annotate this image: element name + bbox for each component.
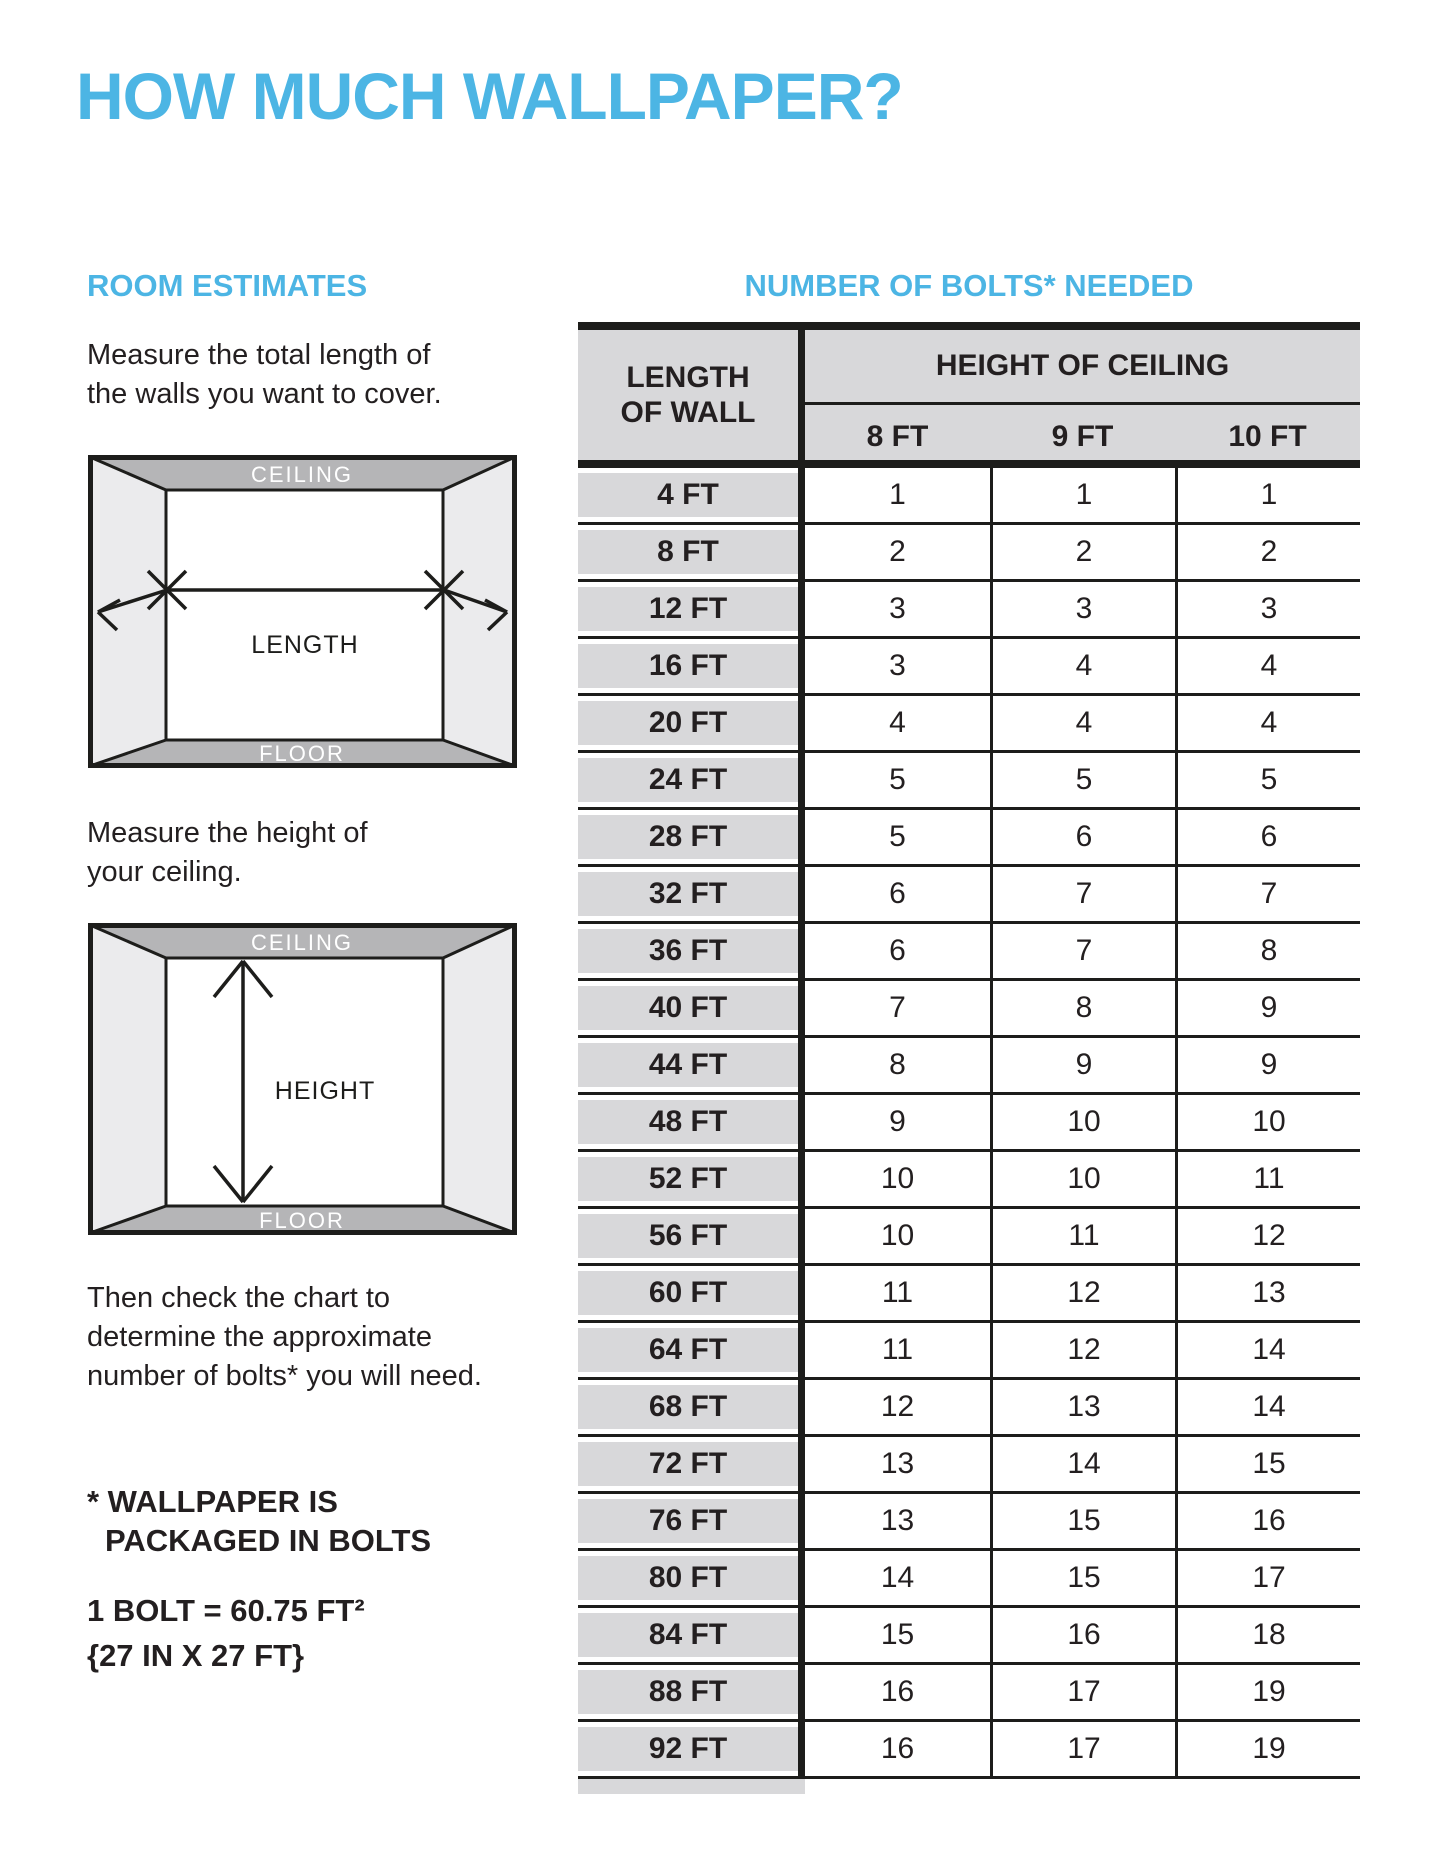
- bolt-spec: [87, 1588, 365, 1678]
- height-label: HEIGHT: [274, 1077, 376, 1105]
- bolts-10ft-cell: 3: [1175, 582, 1360, 636]
- bolts-9ft-cell: 5: [990, 753, 1175, 807]
- bolts-9ft-cell: 14: [990, 1437, 1175, 1491]
- back-wall: [166, 490, 443, 740]
- table-row: [578, 1095, 1360, 1152]
- bolt-spec-line: {27 IN X 27 FT}: [87, 1638, 305, 1673]
- bolts-8ft-cell: 1: [889, 478, 906, 511]
- room-length-diagram-svg: [88, 455, 517, 768]
- table-row: [578, 1437, 1360, 1494]
- footnote-line: * WALLPAPER IS: [87, 1484, 338, 1519]
- bolts-10ft-cell: 1: [1175, 468, 1360, 522]
- bolts-9ft-cell: 16: [990, 1608, 1175, 1662]
- bolts-9ft-cell: 10: [990, 1095, 1175, 1149]
- ceiling-label: CEILING: [250, 462, 354, 487]
- wall-length-cell: 32 FT: [578, 867, 805, 921]
- paragraph-line: Measure the total length of: [87, 339, 431, 371]
- bolts-9ft-cell: 6: [990, 810, 1175, 864]
- table-row: [578, 525, 1360, 582]
- bolts-10ft-cell: 6: [1175, 810, 1360, 864]
- bolts-10ft-cell: 8: [1175, 924, 1360, 978]
- room-height-diagram-svg: [88, 923, 517, 1235]
- bolts-9ft-cell: 4: [990, 696, 1175, 750]
- bolts-10ft-cell: 19: [1175, 1665, 1360, 1719]
- bolts-8ft-cell: 11: [881, 1276, 914, 1309]
- bolts-8ft-cell: 10: [880, 1162, 915, 1195]
- paragraph-line: number of bolts* you will need.: [87, 1360, 482, 1392]
- bolts-8ft-cell: 13: [880, 1447, 915, 1480]
- bolts-9ft-cell: 17: [990, 1665, 1175, 1719]
- bolts-8ft-cell: 6: [889, 934, 906, 967]
- table-row: [578, 1038, 1360, 1095]
- bolts-8ft-cell: 11: [881, 1333, 914, 1366]
- table-row: [578, 1722, 1360, 1779]
- bolts-9ft-cell: 4: [990, 639, 1175, 693]
- bolts-8ft-cell: 5: [889, 820, 906, 853]
- table-row: [578, 1665, 1360, 1722]
- wall-length-cell: 24 FT: [578, 753, 805, 807]
- wall-length-cell: 92 FT: [578, 1722, 805, 1776]
- bolts-9ft-cell: 17: [990, 1722, 1175, 1776]
- bolts-8ft-cell: 2: [889, 535, 906, 568]
- paragraph-line: the walls you want to cover.: [87, 378, 442, 410]
- table-row: [578, 582, 1360, 639]
- table-row: [578, 696, 1360, 753]
- floor-label: FLOOR: [259, 1208, 345, 1233]
- length-of-wall-header: [578, 330, 805, 460]
- table-row: [578, 981, 1360, 1038]
- table-row: [578, 1152, 1360, 1209]
- bolts-10ft-cell: 17: [1175, 1551, 1360, 1605]
- bolts-10ft-cell: 9: [1175, 981, 1360, 1035]
- bolts-9ft-cell: 7: [990, 924, 1175, 978]
- bolts-10ft-cell: 2: [1175, 525, 1360, 579]
- room-length-diagram: [88, 455, 517, 773]
- left-wall: [88, 923, 166, 1235]
- bolts-9ft-cell: 13: [990, 1380, 1175, 1434]
- wall-length-cell: 68 FT: [578, 1380, 805, 1434]
- bolts-10ft-cell: 12: [1175, 1209, 1360, 1263]
- wall-length-cell: 76 FT: [578, 1494, 805, 1548]
- wall-length-cell: 64 FT: [578, 1323, 805, 1377]
- bolts-10ft-cell: 4: [1175, 696, 1360, 750]
- table-row: [578, 753, 1360, 810]
- bolt-spec-line: 1 BOLT = 60.75 FT²: [87, 1593, 365, 1628]
- bolts-8ft-cell: 15: [880, 1618, 915, 1651]
- bolts-10ft-cell: 5: [1175, 753, 1360, 807]
- table-row: [578, 639, 1360, 696]
- bolts-10ft-cell: 18: [1175, 1608, 1360, 1662]
- paragraph-line: Then check the chart to: [87, 1282, 391, 1314]
- bolts-8ft-cell: 7: [889, 991, 906, 1024]
- height-of-ceiling-header: HEIGHT OF CEILING: [805, 330, 1360, 405]
- table-row: [578, 1266, 1360, 1323]
- header-line: LENGTH: [626, 361, 750, 394]
- bolts-8ft-cell: 6: [889, 877, 906, 910]
- ceiling-height-subheader-row: [805, 405, 1360, 460]
- wall-length-cell: 4 FT: [578, 468, 805, 522]
- bolts-8ft-cell: 16: [880, 1732, 915, 1765]
- bolts-8ft-cell: 3: [889, 592, 906, 625]
- bolts-10ft-cell: 10: [1175, 1095, 1360, 1149]
- room-estimates-heading: ROOM ESTIMATES: [87, 268, 368, 303]
- table-row: [578, 867, 1360, 924]
- wall-length-cell: 56 FT: [578, 1209, 805, 1263]
- floor-label: FLOOR: [259, 741, 345, 766]
- bolts-10ft-cell: 16: [1175, 1494, 1360, 1548]
- bolts-9ft-cell: 2: [990, 525, 1175, 579]
- table-row: [578, 468, 1360, 525]
- bolts-8ft-cell: 4: [889, 706, 906, 739]
- bolts-10ft-cell: 15: [1175, 1437, 1360, 1491]
- wall-length-cell: 44 FT: [578, 1038, 805, 1092]
- bolts-8ft-cell: 16: [880, 1675, 915, 1708]
- bolts-9ft-cell: 15: [990, 1494, 1175, 1548]
- wall-length-cell: 8 FT: [578, 525, 805, 579]
- col-header-9ft: 9 FT: [1051, 419, 1114, 453]
- col-header-10ft: 10 FT: [1228, 419, 1307, 453]
- bolts-10ft-cell: 7: [1175, 867, 1360, 921]
- wall-length-cell: 12 FT: [578, 582, 805, 636]
- bolts-8ft-cell: 13: [880, 1504, 915, 1537]
- header-line: OF WALL: [620, 396, 756, 429]
- bolts-10ft-cell: 14: [1175, 1380, 1360, 1434]
- bolts-8ft-cell: 5: [889, 763, 906, 796]
- wallpaper-bolts-footnote: [87, 1482, 431, 1560]
- table-row: [578, 924, 1360, 981]
- table-bottom-gray-strip: [578, 1779, 805, 1794]
- wall-length-cell: 84 FT: [578, 1608, 805, 1662]
- bolts-8ft-cell: 12: [880, 1390, 915, 1423]
- paragraph-line: your ceiling.: [87, 856, 242, 888]
- bolts-8ft-cell: 14: [880, 1561, 915, 1594]
- bolts-9ft-cell: 10: [990, 1152, 1175, 1206]
- paragraph-line: determine the approximate: [87, 1321, 432, 1353]
- measure-height-paragraph: [87, 814, 368, 892]
- bolts-table-header: [578, 322, 1360, 468]
- paragraph-line: Measure the height of: [87, 817, 368, 849]
- table-row: [578, 1209, 1360, 1266]
- bolts-10ft-cell: 11: [1175, 1152, 1360, 1206]
- wall-length-cell: 36 FT: [578, 924, 805, 978]
- wall-length-cell: 28 FT: [578, 810, 805, 864]
- table-row: [578, 810, 1360, 867]
- wall-length-cell: 80 FT: [578, 1551, 805, 1605]
- bolts-8ft-cell: 9: [889, 1105, 906, 1138]
- wall-length-cell: 16 FT: [578, 639, 805, 693]
- wall-length-cell: 88 FT: [578, 1665, 805, 1719]
- bolts-10ft-cell: 9: [1175, 1038, 1360, 1092]
- right-wall: [443, 923, 517, 1235]
- bolts-table: [578, 322, 1360, 1794]
- bolts-needed-heading: NUMBER OF BOLTS* NEEDED: [744, 268, 1194, 303]
- wall-length-cell: 72 FT: [578, 1437, 805, 1491]
- check-chart-paragraph: [87, 1279, 482, 1396]
- bolts-9ft-cell: 8: [990, 981, 1175, 1035]
- wall-length-cell: 20 FT: [578, 696, 805, 750]
- wall-length-cell: 48 FT: [578, 1095, 805, 1149]
- bolts-8ft-cell: 3: [889, 649, 906, 682]
- wall-length-cell: 52 FT: [578, 1152, 805, 1206]
- measure-length-paragraph: [87, 336, 442, 414]
- length-label: LENGTH: [251, 631, 359, 659]
- table-row: [578, 1323, 1360, 1380]
- table-row: [578, 1608, 1360, 1665]
- col-header-8ft: 8 FT: [866, 419, 929, 453]
- table-row: [578, 1380, 1360, 1437]
- ceiling-label: CEILING: [250, 930, 354, 955]
- bolts-9ft-cell: 12: [990, 1266, 1175, 1320]
- wall-length-cell: 60 FT: [578, 1266, 805, 1320]
- table-row: [578, 1551, 1360, 1608]
- bolts-10ft-cell: 13: [1175, 1266, 1360, 1320]
- page-title: HOW MUCH WALLPAPER?: [76, 59, 903, 133]
- bolts-9ft-cell: 1: [990, 468, 1175, 522]
- bolts-10ft-cell: 4: [1175, 639, 1360, 693]
- table-row: [578, 1494, 1360, 1551]
- bolts-9ft-cell: 9: [990, 1038, 1175, 1092]
- bolts-9ft-cell: 11: [990, 1209, 1175, 1263]
- bolts-8ft-cell: 8: [889, 1048, 906, 1081]
- wall-length-cell: 40 FT: [578, 981, 805, 1035]
- bolts-9ft-cell: 3: [990, 582, 1175, 636]
- bolts-9ft-cell: 15: [990, 1551, 1175, 1605]
- bolts-10ft-cell: 14: [1175, 1323, 1360, 1377]
- bolts-9ft-cell: 7: [990, 867, 1175, 921]
- footnote-line: PACKAGED IN BOLTS: [105, 1523, 432, 1558]
- bolts-8ft-cell: 10: [880, 1219, 915, 1252]
- bolts-table-body: [578, 468, 1360, 1779]
- bolts-9ft-cell: 12: [990, 1323, 1175, 1377]
- bolts-10ft-cell: 19: [1175, 1722, 1360, 1776]
- room-height-diagram: [88, 923, 517, 1240]
